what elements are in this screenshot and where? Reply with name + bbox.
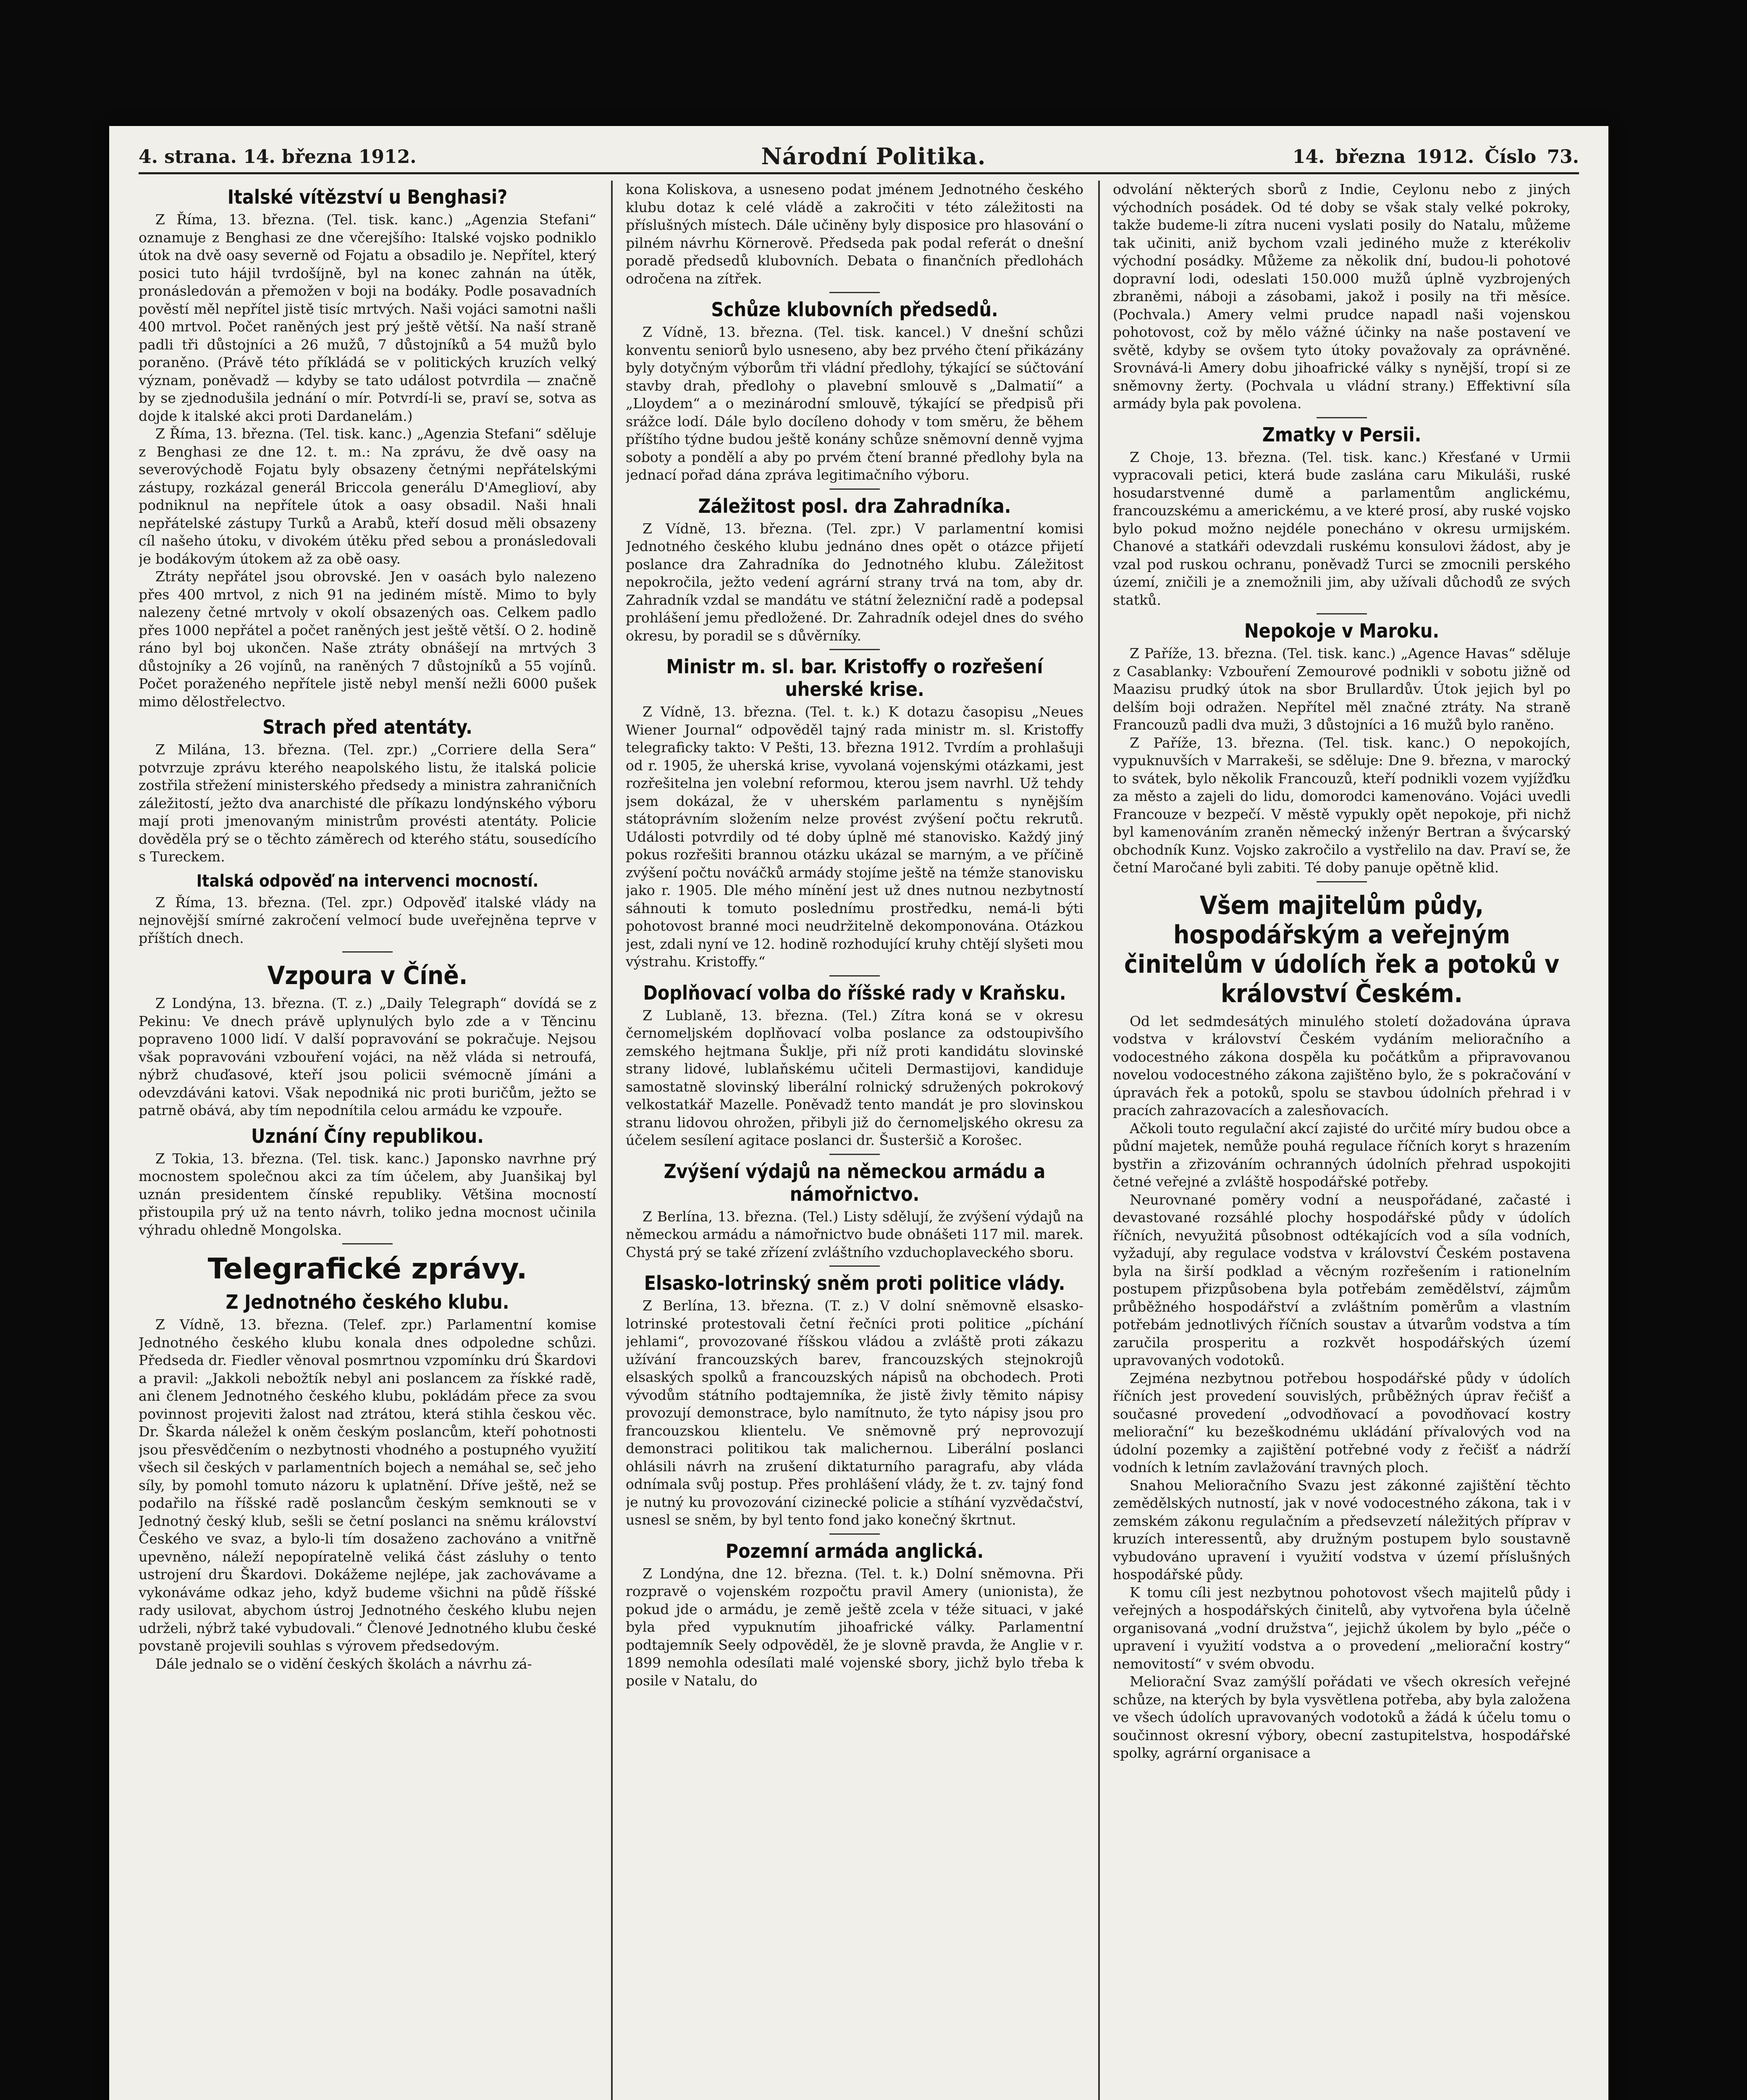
article-paragraph: Z Londýna, 13. března. (T. z.) „Daily Telegraph“ dovídá se z Pekinu: Ve dnech právě uplynulých bylo zde a v Těncinu popraveno 1000 lidí. V další popravování se pokračuje. Nejsou však popravováni vzbouření vojáci, na něž vláda si netroufá, nýbrž chuďasové, kteří jsou policii svémocně jímáni a odevzdáváni katovi. Však nepodniká nic proti buričům, ježto se patrně obává, aby tím nepodnítila celou armádu ke vzpouře. [139,995,596,1118]
article-paragraph: Z Londýna, dne 12. března. (Tel. t. k.) Dolní sněmovna. Při rozpravě o vojenském rozpočtu pravil Amery (unionista), že pokud jde o armádu, je země ještě zcela v téže situaci, v jaké byla před vypuknutím jihoafrické války. Parlamentní podtajemník Seely odpověděl, že je slovně pravda, že Anglie v r. 1899 nemohla odesílati malé vojenské sbory, jichž bylo třeba k posile v Natalu, do [626,1565,1083,1689]
column-3 [1113,181,1571,2100]
article-paragraph: Ztráty nepřátel jsou obrovské. Jen v oasách bylo nalezeno přes 400 mrtvol, z nich 91 na jediném místě. Mimo to byly nalezeny četné mrtvoly v okolí obsazených oas. Celkem padlo přes 1000 nepřátel a počet raněných jest ještě větší. O 2. hodině ráno byl boj ukončen. Naše ztráty obnášejí na mrtvých 3 důstojníky a 26 vojínů, na raněných 7 důstojníků a 55 vojínů. Počet poraženého nepřítele jistě nebyl menší nežli 6000 pušek mimo dělostřelectvo. [139,568,596,710]
article-heading: Ministr m. sl. bar. Kristoffy o rozřešení uherské krise. [666,655,1043,701]
separator [1317,881,1367,882]
article-paragraph: kona Koliskova, a usneseno podat jménem Jednotného českého klubu dotaz k celé vládě a zakročiti v této záležitosti na příslušných místech. Dále učiněny byly disposice pro hlasování o pilném návrhu Körnerově. Předseda pak podal referát o dnešní poradě předsedů klubovních. Debata o finančních předlohách odročena na zítřek. [626,181,1083,287]
separator [829,1533,880,1535]
article-paragraph: Z Vídně, 13. března. (Telef. zpr.) Parlamentní komise Jednotného českého klubu konala dnes odpoledne schůzi. Předseda dr. Fiedler věnoval posmrtnou vzpomínku drú Škardovi a pravil: „Jakkoli nebožtík nebyl ani poslancem za řískké radě, ani členem Jednotného českého klubu, pokládám přece za svou povinnost projeviti žalost nad ztrátou, která stihla českou věc. Dr. Škarda náležel k oněm českým poslancům, kteří pohotnosti jsou přesvědčením o nezbytnosti vhodného a postupného využití všech sil českých v parlamentních bojech a nemáhal se, seč jeho síly, by pomohl tomuto názoru k uplatnění. Dříve ještě, než se podařilo na říšské radě poslancům českým semknouti se v Jednotný český klub, sešli se četní poslanci na sněmu království Českého ve svaz, a bylo-li tím dosaženo zachováno a vnitřně upevněno, náleží nepopíratelně veliká část zásluhy o tento ustrojení dru Škardovi. Dokážeme nejlépe, jak zachovávame a vykonáváme odkaz jeho, když budeme všichni na půdě říšské rady usilovat, abychom ústroj Jednotného českého klubu nejen udrželi, nýbrž také vybudovali.“ Členové Jednotného klubu české povstaně projevili souhlas s výrovem předsedovým. [139,1316,596,1654]
separator [342,951,393,953]
article-paragraph: Snahou Melioračního Svazu jest zákonné zajištění těchto zemědělských nutností, jak v nové vodocestného zákona, tak i v zemském zákonu regulačním a předsevzetí náležitých příprav v kruzích interessentů, aby družným postupem bylo soustavně vybudováno upravení i využití vodstva v území příslušných hospodářské půdy. [1113,1477,1571,1583]
article-paragraph: Z Berlína, 13. března. (Tel.) Listy sdělují, že zvýšení výdajů na německou armádu a námořnictvo bude obnášeti 117 mil. marek. Chystá prý se také zřízení zvláštního vzduchoplaveckého sboru. [626,1208,1083,1260]
article-paragraph: Z Tokia, 13. března. (Tel. tisk. kanc.) Japonsko navrhne prý mocnostem společnou akci za tím účelem, aby Juanšikaj byl uznán presidentem čínské republiky. Většina mocností přistoupila prý už na tento návrh, toliko jedna mocnost učinila výhradu ohledně Mongolska. [139,1150,596,1238]
article-paragraph: K tomu cíli jest nezbytnou pohotovost všech majitelů půdy i veřejných a hospodářských činitelů, aby vytvořena byla účelně organisovaná „vodní družstva“, jejichž úkolem by bylo „péče o upravení i využití vodstva a o provedení „meliorační kostry“ nemovitostí“ v svém obvodu. [1113,1584,1571,1672]
article-paragraph: Od let sedmdesátých minulého století dožadována úprava vodstva v království Českém vydáním melioračního a vodocestného zákona dospěla ku počátkům a připravovanou novelou vodocestného zákona zajištěno bylo, že s pokračování v úpravách řek a potoků, spolu se stavbou údolních přehrad i v pracích zahrazovacích a zalesňovacích. [1113,1013,1571,1118]
issue-label: Číslo [1485,146,1537,168]
header-right [1293,146,1579,168]
issue-number: 73. [1547,146,1579,168]
article-paragraph: Zejména nezbytnou potřebou hospodářské půdy v údolích říčních jest provedení souvislých, průběžných úprav řečišť a současné provedení „odvodňovací a povodňovací kostry meliorační“ ku bezeškodnému ukládání přívalových vod na údolní pozemky a zajištění potřebné vody z řečišť a nádrží vodních k letním zavlažování travných ploch. [1113,1370,1571,1475]
article-paragraph: odvolání některých sborů z Indie, Ceylonu nebo z jiných východních posádek. Od té doby se však staly velké pokroky, takže budeme-li zítra nuceni vyslati posily do Natalu, můžeme tak učiniti, aniž bychom vzali jediného muže z kterékoliv východní posádky. Můžeme za několik dní, budou-li pohotové dopravní lodi, odeslati 150.000 mužů úplně vyzbrojených zbraněmi, náboji a zásobami, jakož i posily na tři měsíce. (Pochvala.) Amery velmi prudce napadl naši vojenskou pohotovost, což by mělo vážné účinky na naše postavení ve světě, kdyby se ovšem tyto útoky považovaly za oprávněné. Srovnává-li Amery dobu jihoafrické války s nynější, tropí si ze sněmovny žerty. (Pochvala u vládní strany.) Effektivní síla armády byla pak povolena. [1113,181,1571,412]
page-header [139,143,1579,174]
article-paragraph: Z Říma, 13. března. (Tel. zpr.) Odpověď italské vlády na nejnovější smírné zakročení velmocí bude uveřejněna teprve v příštích dnech. [139,894,596,946]
article-paragraph: Meliorační Svaz zamýšlí pořádati ve všech okresích veřejné schůze, na kterých by byla vysvětlena potřeba, aby byla založena ve všech údolích upravovaných vodotoků a žádá k účelu tomu o součinnost okresní výbory, obecní zastupitelstva, hospodářské spolky, agrární organisace a [1113,1673,1571,1761]
section-heading: Telegrafické zprávy. [207,1252,527,1286]
section-heading: Vzpoura v Číně. [267,961,468,990]
article-paragraph: Neurovnané poměry vodní a neuspořádané, začasté i devastované rozsáhlé plochy hospodářské půdy v údolích říčních, nevyužitá působnost odtékajících vod a síla vodních, vyžadují, aby regulace vodstva v království Českém postavena byla na širší podklad a věcným rozřešením i rationelním postupem přizpůsobena byla potřebám zemědělství, zájmům průběžného hospodářství a zvláštním poměrům a vlastním potřebám jednotlivých říčních soustav a útvarům vodstva a tím zaručila prosperitu a rozkvět hospodářských území upravovaných vodotoků. [1113,1191,1571,1368]
article-paragraph: Z Paříže, 13. března. (Tel. tisk. kanc.) O nepokojích, vypuknuvších v Marrakeši, se sděluje: Dne 9. března, v marocký to svátek, bylo několik Francouzů, kteří podnikli vozem vyjížďku za město a zajeli do lidu, domorodci kamenováno. Vojáci uvedli Francouze v bezpečí. V městě vypukly opět nepokoje, při nichž byl kamenováním zraněn německý inženýr Bertran a švýcarský obchodník Kunz. Vojsko zakročilo a vystřelilo na dav. Praví se, že četní Maročané byli zabiti. Té doby panuje opětně klid. [1113,734,1571,876]
article-paragraph: Ačkoli touto regulační akcí zajisté do určité míry budou obce a půdní majetek, nemůže pouhá regulace říčních koryt s hrazením bystřin a zřizováním ochranných údolních přehrad uspokojiti četné veřejné a zvláště hospodářské potřeby. [1113,1120,1571,1190]
article-paragraph: Z Vídně, 13. března. (Tel. t. k.) K dotazu časopisu „Neues Wiener Journal“ odpověděl tajný rada ministr m. sl. Kristoffy telegraficky takto: V Pešti, 13. března 1912. Tvrdím a prohlašuji od r. 1905, že uherská krise, vyvolaná vojenskými otázkami, jest rozřešitelna jen volební reformou, kterou jsem navrhl. Už tehdy jsem dokázal, že v uherském parlamentu s nynějším státoprávním složením nelze provést zvýšení počtu rekrutů. Události potvrdily od té doby úplně mé stanovisko. Každý jiný pokus rozřešiti brannou otázku ukázal se marným, a ve příčině zvýšení počtu nováčků armády stojíme ještě na témže stanovisku jako r. 1905. Dle mého mínění jest už dnes nutnou nezbytností sáhnouti k tomuto poslednímu prostředku, nemá-li býti pohotovost branné moci neudržitelně dekomponována. Otázkou jest, zdali nyní ve 12. hodině rozhodující kruhy chtějí slyšeti mou výstrahu. Kristoffy.“ [626,704,1083,970]
article-paragraph: Z Paříže, 13. března. (Tel. tisk. kanc.) „Agence Havas“ sděluje z Casablanky: Vzbouření Zemourové podnikli v sobotu jižně od Maazisu prudký útok na sbor Brullardův. Útok jejich byl po delším boji odražen. Nepřítel měl značné ztráty. Na straně Francouzů padli dva muži, 3 důstojníci a 16 mužů bylo raněno. [1113,645,1571,733]
article-paragraph: Z Vídně, 13. března. (Tel. tisk. kancel.) V dnešní schůzi konventu seniorů bylo usneseno, aby bez prvého čtení přikázány byly dotyčným výborům tři vládní předlohy, týkající se súčtování stavby drah, předlohy o plavební smlouvě s „Dalmatií“ a „Lloydem“ a o mezinárodní smlouvě, týkající se předpisů při srážce lodí. Dále bylo docíleno dohody v tom směru, že během příštího týdne budou ještě konány schůze sněmovní denně vyjma soboty a pondělí a aby po prvém čtení branné předlohy byla na jednací pořad dána zpráva legitimačního výboru. [626,324,1083,483]
article-heading: Z Jednotného českého klubu. [226,1291,509,1313]
header-date-left: 14. března 1912. [243,146,417,168]
article-heading: Zvýšení výdajů na německou armádu a námořnictvo. [664,1160,1046,1205]
article-heading: Doplňovací volba do říšské rady v Kraňsku. [643,981,1066,1004]
masthead-title: Národní Politika. [761,143,986,170]
article-heading: Elsasko-lotrinský sněm proti politice vlády. [644,1272,1065,1294]
article-paragraph: Z Berlína, 13. března. (T. z.) V dolní sněmovně elsasko-lotrinské protestovali četní řečníci proti politice „píchání jehlami“, provozované říšskou vládou a zvláště proti zákazu užívání francouzských barev, francouzských stejnokrojů elsaských spolků a francouzských nápisů na obchodech. Proti vývodům státního podtajemníka, že jistě živly těmito nápisy provozují demonstrace, bylo namítnuto, že tyto nápisy jsou pro francouzskou klientelu. Ve sněmovně prý neprovozují demonstraci politikou tak malichernou. Liberální poslanci ohlásili návrh na zrušení diktaturního paragrafu, aby vláda odnímala svůj postup. Přes prohlášení vlády, že t. zv. tajný fond je nutný ku provozování cizinecké policie a stíhání vyzvědačství, usnesl se sněm, by byl tento fond jako konečný škrtnut. [626,1297,1083,1528]
column-rule [1098,181,1100,2100]
newspaper-page [109,126,1608,2100]
article-heading: Zmatky v Persii. [1262,423,1422,446]
article-paragraph: Z Choje, 13. března. (Tel. tisk. kanc.) Křesťané v Urmii vypracovali petici, která bude zaslána caru Mikuláši, ruské hosudarstvenné dumě a parlamentům anglickému, francouzskému a americkému, a ve které prosí, aby ruské vojsko bylo pokud možno nejdéle ponecháno v okresu urmijském. Chanové a statkáři odevzdali ruskému konsulovi žádost, aby je vzal pod ruskou ochranu, poněvadž Turci se zmocnili perského území, zničili je a znemožnili jim, aby užívali důchodů ze svých statků. [1113,449,1571,608]
article-paragraph: Z Vídně, 13. března. (Tel. zpr.) V parlamentní komisi Jednotného českého klubu jednáno dnes opět o otázce přijetí poslance dra Zahradníka do Jednotného klubu. Záležitost nepokročila, ježto vedení agrární strany trvá na tom, aby dr. Zahradník vzdal se mandátu ve státní železniční radě a podepsal prohlášení jemu předložené. Dr. Zahradník odejel dnes do svého okresu, by poradil se s důvěrníky. [626,520,1083,644]
separator [829,649,880,650]
article-paragraph: Z Říma, 13. března. (Tel. tisk. kanc.) „Agenzia Stefani“ sděluje z Benghasi ze dne 12. t. m.: Na zprávu, že dvě oasy na severovýchodě Fojatu byly obsazeny četnými nepřátelskými zástupy, rozkázal generál Briccola generálu D'Ameglioví, aby podniknul na nepřítele útok a oasy obsadil. Naši hnali nepřátelské zástupy Turků a Arabů, kteří dosud měli obsazeny cíl našeho útoku, v divokém útěku před sebou a pronásledovali je bodákovým útokem až za obě oasy. [139,425,596,567]
article-heading: Schůze klubovních předsedů. [711,298,998,321]
article-heading: Pozemní armáda anglická. [725,1539,984,1562]
separator [829,1265,880,1267]
article-paragraph: Z Říma, 13. března. (Tel. tisk. kanc.) „Agenzia Stefani“ oznamuje z Benghasi ze dne včerejšího: Italské vojsko podniklo útok na dvě oasy severně od Fojatu a obsadilo je. Nepřítel, který posici tuto hájil tvrdošíjně, byl na konec zahnán na útěk, pronásledován a přemožen v boji na bodáky. Podle posavadních pověstí měl nepřítel jistě tisíc mrtvých. Naši vojáci samotni našli 400 mrtvol. Počet raněných jest prý ještě větší. Na naší straně padli tři důstojníci a 26 mužů, 7 důstojníků a 54 mužů bylo poraněno. (Právě této příkládá se v politických kruzích velký význam, poněvadž — kdyby se tato událost potvrdila — značně by se zjednodušila jednání o mír. Potvrdí-li se, praví se, sotva as dojde k italské akci proti Dardanelám.) [139,211,596,424]
column-1 [139,181,596,2100]
header-left [139,146,417,168]
column-rule [611,181,613,2100]
article-heading: Strach před atentáty. [262,716,472,738]
separator [1317,417,1367,418]
column-2 [626,181,1083,2100]
article-heading: Italská odpověď na intervenci mocností. [196,871,539,891]
article-heading: Italské vítězství u Benghasi? [227,186,508,208]
article-paragraph: Z Lublaně, 13. března. (Tel.) Zítra koná se v okresu černomeljském doplňovací volba poslance za odstoupivšího zemského hejtmana Šuklje, při níž proti kandidátu slovinské strany lidové, lublaňskému učiteli Dermastijovi, kandiduje samostatně slovinský liberální rolnický sdružených pokrokový velkostatkář Mazelle. Poněvadž tento mandát je pro slovinskou stranu lidovou ohrožen, přibyli již do černomeljského okresu za účelem sesílení agitace poslanci dr. Šusteršič a Korošec. [626,1007,1083,1148]
article-heading: Záležitost posl. dra Zahradníka. [698,494,1011,517]
separator [1317,613,1367,614]
article-heading: Uznání Číny republikou. [251,1124,484,1147]
separator [829,488,880,490]
article-paragraph: Dále jednalo se o vidění českých školách a návrhu zá- [155,1655,532,1672]
separator [342,1243,393,1244]
page-number: 4. strana. [139,146,237,168]
separator [829,975,880,976]
section-heading: Všem majitelům půdy, hospodářským a veřejným činitelům v údolích řek a potoků v království Českém. [1124,890,1560,1008]
separator [829,292,880,293]
header-date-right: 14. března 1912. [1292,146,1474,168]
separator [829,1154,880,1155]
article-heading: Nepokoje v Maroku. [1244,620,1440,642]
article-paragraph: Z Milána, 13. března. (Tel. zpr.) „Corriere della Sera“ potvrzuje zprávu kterého neapolského listu, že italská policie zostřila střežení ministerského předsedy a ministra zahraničních záležitostí, ježto dva anarchisté dle příkazu londýnského výboru mají proti jmenovaným ministrům provésti atentáty. Policie dověděla prý se o těchto záměrech od kterého státu, sousedícího s Tureckem. [139,741,596,865]
